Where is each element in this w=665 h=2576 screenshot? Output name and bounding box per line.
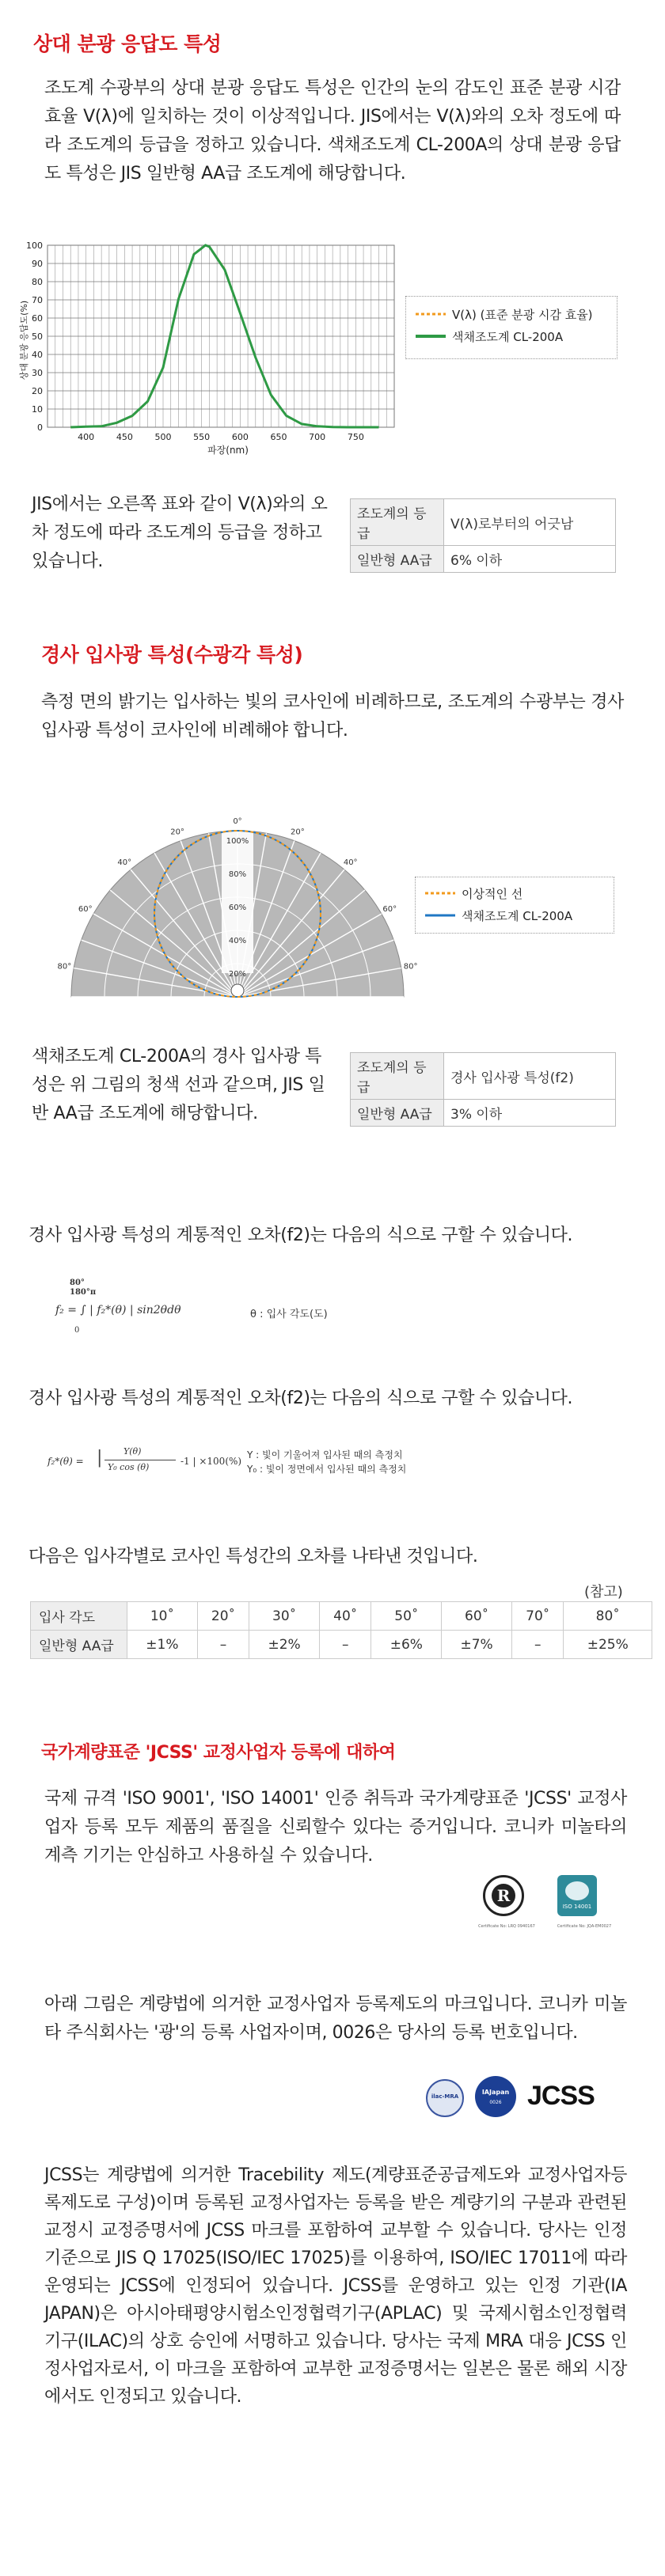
radial-label: 40% bbox=[228, 937, 247, 945]
table-row bbox=[351, 499, 616, 546]
section-heading-jcss: 국가계량표준 'JCSS' 교정사업자 등록에 대하여 bbox=[41, 1743, 396, 1763]
iso14001-label: ISO 14001 bbox=[562, 1904, 592, 1910]
angle-label: 60° bbox=[382, 905, 397, 914]
integral-upper-limit: 80° bbox=[70, 1279, 85, 1287]
ilac-label: ilac-MRA bbox=[431, 2093, 459, 2100]
table-cell: 50˚ bbox=[371, 1602, 442, 1631]
legend-item-vlambda bbox=[414, 303, 609, 325]
formula-note-y0: Y₀ : 빛이 정면에서 입사된 때의 측정치 bbox=[247, 1464, 407, 1475]
y-tick-label: 20 bbox=[32, 386, 43, 396]
iso14001-mark-icon bbox=[557, 1875, 597, 1916]
legend-item-ideal bbox=[424, 882, 606, 904]
x-tick-label: 400 bbox=[78, 432, 95, 442]
y-tick-label: 80 bbox=[32, 277, 43, 287]
angle-label: 20° bbox=[170, 828, 184, 837]
error-intro: 다음은 입사각별로 코사인 특성간의 오차를 나타낸 것입니다. bbox=[28, 1547, 478, 1566]
table-row bbox=[351, 1100, 616, 1127]
table-cell: – bbox=[320, 1631, 371, 1659]
table-cell: 40˚ bbox=[320, 1602, 371, 1631]
legend-swatch-solid bbox=[414, 332, 449, 340]
angle-label: 0° bbox=[233, 817, 242, 826]
spectral-legend bbox=[405, 296, 618, 359]
reference-note: (참고) bbox=[584, 1584, 623, 1601]
cert-caption-1: Certificate No: LRQ 0940167 bbox=[478, 1924, 535, 1929]
legend-swatch-dashed bbox=[424, 889, 458, 897]
angle-label: 40° bbox=[343, 858, 358, 867]
formula-intro-1: 경사 입사광 특성의 계통적인 오차(f2)는 다음의 식으로 구할 수 있습니다. bbox=[28, 1225, 573, 1245]
jcss-logo-text: JCSS bbox=[527, 2081, 595, 2111]
formula-theta-note: θ : 입사 각도(도) bbox=[250, 1309, 328, 1320]
oblique-incidence-diagram bbox=[55, 807, 420, 1013]
legend-label: 이상적인 선 bbox=[462, 886, 523, 901]
formula-f2-star bbox=[48, 1441, 554, 1489]
legend-swatch-solid bbox=[424, 911, 458, 919]
y-tick-label: 0 bbox=[37, 422, 43, 433]
iajapan-number: 0026 bbox=[489, 2100, 502, 2105]
table-cell: 일반형 AA급 bbox=[351, 1100, 444, 1127]
table-cell: 조도계의 등급 bbox=[351, 1053, 444, 1100]
spectral-paragraph: 조도계 수광부의 상대 분광 응답도 특성은 인간의 눈의 감도인 표준 분광 시감 효율 V(λ)에 일치하는 것이 이상적입니다. JIS에서는 V(λ)와의 오차 정도에 따라 조도계의 등급을 정하고 있습니다. 색채조도계 CL-200A의 상대 분광 응답도 특성은 JIS 일반형 AA급 조도계에 해당합니다. bbox=[44, 78, 621, 184]
legend-item-cl200a bbox=[424, 904, 606, 926]
table-cell: 일반형 AA급 bbox=[31, 1631, 127, 1659]
iajapan-label: IAJapan bbox=[481, 2089, 510, 2096]
angle-label: 40° bbox=[117, 858, 132, 867]
integral-upper-limit-2: 180°π bbox=[70, 1288, 97, 1297]
spectral-grade-table bbox=[350, 498, 616, 573]
table-cell: 6% 이하 bbox=[444, 546, 616, 573]
formula-f2 bbox=[48, 1279, 491, 1345]
y-tick-label: 70 bbox=[32, 295, 43, 305]
table-cell: 입사 각도 bbox=[31, 1602, 127, 1631]
x-tick-label: 700 bbox=[309, 432, 326, 442]
radial-label: 20% bbox=[228, 970, 247, 979]
oblique-paragraph: 측정 면의 밝기는 입사하는 빛의 코사인에 비례하므로, 조도계의 수광부는 경사 입사광 특성이 코사인에 비례해야 합니다. bbox=[41, 692, 624, 741]
certification-marks bbox=[467, 1875, 625, 1946]
table-cell: ±2% bbox=[249, 1631, 320, 1659]
section-heading-oblique: 경사 입사광 특성(수광각 특성) bbox=[41, 643, 303, 666]
table-cell: – bbox=[512, 1631, 564, 1659]
table-cell: 30˚ bbox=[249, 1602, 320, 1631]
y-tick-label: 90 bbox=[32, 259, 43, 269]
table-header-row bbox=[31, 1602, 652, 1631]
angle-label: 80° bbox=[57, 962, 72, 972]
table-cell: 60˚ bbox=[442, 1602, 512, 1631]
formula-lhs: f₂*(θ) = bbox=[48, 1456, 84, 1467]
table-cell: 3% 이하 bbox=[444, 1100, 616, 1127]
legend-item-cl200a bbox=[414, 325, 609, 347]
table-cell: – bbox=[197, 1631, 249, 1659]
x-tick-label: 650 bbox=[270, 432, 287, 442]
formula-intro-2: 경사 입사광 특성의 계통적인 오차(f2)는 다음의 식으로 구할 수 있습니다. bbox=[28, 1388, 573, 1408]
legend-label: 색채조도계 CL-200A bbox=[462, 908, 573, 923]
table-cell: ±25% bbox=[564, 1631, 652, 1659]
formula-numerator: Y(θ) bbox=[124, 1446, 142, 1457]
x-tick-label: 750 bbox=[347, 432, 364, 442]
legend-swatch-dashed bbox=[414, 310, 449, 318]
formula-denominator: Y₀ cos (θ) bbox=[108, 1462, 150, 1472]
y-tick-label: 100 bbox=[26, 241, 43, 251]
chart-grid bbox=[48, 245, 394, 427]
integral-lower-limit: 0 bbox=[74, 1326, 80, 1335]
angle-label: 80° bbox=[403, 962, 418, 972]
table-row bbox=[351, 546, 616, 573]
table-row bbox=[31, 1631, 652, 1659]
lrqa-r-symbol: R bbox=[492, 1884, 515, 1907]
iajapan-logo-icon bbox=[475, 2076, 516, 2117]
section-heading-spectral: 상대 분광 응답도 특성 bbox=[33, 32, 222, 55]
jcss-paragraph-3: JCSS는 계량법에 의거한 Tracebility 제도(계량표준공급제도와 교정사업자등록제도로 구성)이며 등록된 교정사업자는 등록을 받은 계량기의 구분과 관련된 교정시 교정증명서에 JCSS 마크를 포함하여 교부할 수 있습니다. 당사는 인정 기준으로 JIS Q 17025(ISO/IEC 17025)를 이용하여, ISO/IEC 17011에 따라 운영되는 JCSS에 인정되어 있습니다. JCSS를 운영하고 있는 인정 기관(IA JAPAN)은 아시아태평양시험소인정협력기구(APLAC) 및 국제시험소인정협력기구(ILAC)의 상호 승인에 서명하고 있습니다. 당사는 국제 MRA 대응 JCSS 인정사업자로서, 이 마크을 포함하여 교부한 교정증명서는 일본은 물론 해외 시장에서도 인정되고 있습니다. bbox=[44, 2165, 627, 2407]
y-tick-label: 30 bbox=[32, 368, 43, 378]
x-tick-label: 600 bbox=[231, 432, 249, 442]
legend-label: V(λ) (표준 분광 시감 효율) bbox=[452, 307, 593, 322]
x-tick-label: 500 bbox=[154, 432, 172, 442]
polar-center bbox=[231, 984, 244, 997]
angle-label: 60° bbox=[78, 905, 93, 914]
table-cell: V(λ)로부터의 어긋남 bbox=[444, 499, 616, 546]
y-tick-label: 40 bbox=[32, 350, 43, 360]
iso-globe-shape bbox=[565, 1881, 589, 1900]
y-tick-label: 10 bbox=[32, 404, 43, 415]
legend-label: 색채조도계 CL-200A bbox=[452, 329, 564, 344]
table-cell: 20˚ bbox=[197, 1602, 249, 1631]
oblique-note: 색채조도계 CL-200A의 경사 입사광 특성은 위 그림의 청색 선과 같으며, JIS 일반 AA급 조도계에 해당합니다. bbox=[32, 1047, 325, 1123]
x-tick-label: 450 bbox=[116, 432, 133, 442]
x-axis-label: 파장(nm) bbox=[207, 445, 249, 456]
jcss-paragraph-2: 아래 그림은 계량법에 의거한 교정사업자 등록제도의 마크입니다. 코니카 미놀타 주식회사는 '광'의 등록 사업자이며, 0026은 당사의 등록 번호입니다. bbox=[44, 1995, 627, 2043]
jcss-logos bbox=[426, 2074, 629, 2122]
angle-label: 20° bbox=[291, 828, 305, 837]
jcss-paragraph-1: 국제 규격 'ISO 9001', 'ISO 14001' 인증 취득과 국가계량표준 'JCSS' 교정사업자 등록 모두 제품의 품질을 신뢰할수 있다는 증거입니다. 코니카 미놀타의 계측 기기는 안심하고 사용하실 수 있습니다. bbox=[44, 1789, 627, 1866]
table-cell: 10˚ bbox=[127, 1602, 198, 1631]
formula-abs-bar: | bbox=[97, 1448, 103, 1468]
table-cell: 경사 입사광 특성(f2) bbox=[444, 1053, 616, 1100]
cosine-error-table bbox=[30, 1601, 652, 1659]
cert-caption-2: Certificate No: JQA-EM0027 bbox=[557, 1924, 612, 1929]
formula-note-y: Y : 빛이 기울어져 입사된 때의 측정치 bbox=[247, 1449, 403, 1460]
y-axis-label: 상대 분광 응답도(%) bbox=[19, 300, 29, 381]
lrqa-mark-icon bbox=[483, 1875, 524, 1916]
table-cell: ±1% bbox=[127, 1631, 198, 1659]
y-tick-label: 50 bbox=[32, 331, 43, 342]
radial-label: 60% bbox=[228, 903, 247, 912]
table-cell: ±7% bbox=[442, 1631, 512, 1659]
spectral-note: JIS에서는 오른쪽 표와 같이 V(λ)와의 오차 정도에 따라 조도계의 등급을 정하고 있습니다. bbox=[32, 494, 328, 571]
oblique-grade-table bbox=[350, 1052, 616, 1127]
table-cell: 70˚ bbox=[512, 1602, 564, 1631]
table-cell: 일반형 AA급 bbox=[351, 546, 444, 573]
formula-expression: f₂ = ∫ | f₂*(θ) | sin2θdθ bbox=[55, 1304, 181, 1316]
y-tick-label: 60 bbox=[32, 313, 43, 324]
oblique-legend bbox=[415, 877, 614, 934]
table-cell: 조도계의 등급 bbox=[351, 499, 444, 546]
radial-label: 100% bbox=[226, 837, 249, 846]
x-tick-label: 550 bbox=[193, 432, 211, 442]
radial-label: 80% bbox=[228, 870, 247, 879]
table-row bbox=[351, 1053, 616, 1100]
table-cell: 80˚ bbox=[564, 1602, 652, 1631]
ilac-mra-logo-icon bbox=[426, 2079, 464, 2117]
table-cell: ±6% bbox=[371, 1631, 442, 1659]
formula-tail: -1 | ×100(%) bbox=[180, 1456, 242, 1467]
